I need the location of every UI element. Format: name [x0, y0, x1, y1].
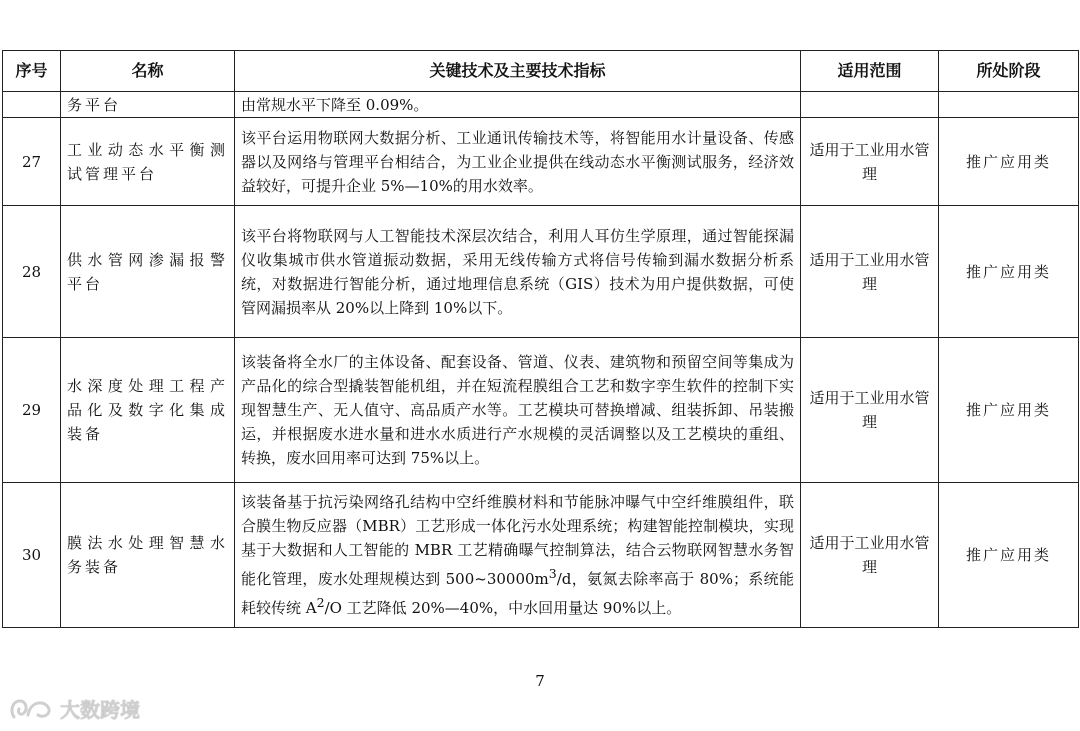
cell-scope: 适用于工业用水管理 — [801, 206, 939, 338]
cell-scope: 适用于工业用水管理 — [801, 118, 939, 206]
cell-no: 30 — [3, 483, 61, 628]
superscript: 3 — [548, 566, 557, 581]
cell-stage: 推广应用类 — [939, 483, 1079, 628]
cell-tech: 由常规水平下降至 0.09%。 — [235, 92, 801, 118]
cell-scope: 适用于工业用水管理 — [801, 483, 939, 628]
cell-scope — [801, 92, 939, 118]
cell-no — [3, 92, 61, 118]
cell-stage: 推广应用类 — [939, 338, 1079, 483]
cell-stage: 推广应用类 — [939, 206, 1079, 338]
table-header-row — [3, 51, 1079, 92]
superscript: 2 — [316, 595, 325, 610]
tech-text-part: 该装备基于抗污染网络孔结构中空纤维膜材料和节能脉冲曝气中空纤维膜组件，联合膜生物反应器（MBR）工艺形成一体化污水处理系统；构建智能控制模块，实现基于大数据和人工智能的 MBR 工艺精确曝气控制算法，结合云物联网智慧水务智能化管理，废水处理规模达到 500~30000m — [241, 493, 794, 588]
cell-name: 水深度处理工程产品化及数字化集成装备 — [61, 338, 235, 483]
header-name: 名称 — [61, 51, 235, 92]
cell-stage — [939, 92, 1079, 118]
cell-tech: 该平台运用物联网大数据分析、工业通讯传输技术等，将智能用水计量设备、传感器以及网络与管理平台相结合，为工业企业提供在线动态水平衡测试服务，经济效益较好，可提升企业 5%—10%的用水效率。 — [235, 118, 801, 206]
cell-name: 膜法水处理智慧水务装备 — [61, 483, 235, 628]
cell-tech: 该装备将全水厂的主体设备、配套设备、管道、仪表、建筑物和预留空间等集成为产品化的综合型撬装智能机组，并在短流程膜组合工艺和数字孪生软件的控制下实现智慧生产、无人值守、高品质产水等。工艺模块可替换增减、组装拆卸、吊装搬运，并根据废水进水量和进水水质进行产水规模的灵活调整以及工艺模块的重组、转换，废水回用率可达到 75%以上。 — [235, 338, 801, 483]
cell-name: 工业动态水平衡测试管理平台 — [61, 118, 235, 206]
table-row-continued — [3, 92, 1079, 118]
cell-scope: 适用于工业用水管理 — [801, 338, 939, 483]
cell-name: 务平台 — [61, 92, 235, 118]
header-stage: 所处阶段 — [939, 51, 1079, 92]
cell-no: 27 — [3, 118, 61, 206]
tech-text-part: /d，氨氮去除率高于 80%；系统能耗较传统 A — [241, 570, 794, 617]
cell-no: 28 — [3, 206, 61, 338]
header-no: 序号 — [3, 51, 61, 92]
cell-stage: 推广应用类 — [939, 118, 1079, 206]
tech-text-part: /O 工艺降低 20%—40%，中水回用量达 90%以上。 — [324, 599, 682, 617]
watermark — [8, 694, 140, 723]
cell-no: 29 — [3, 338, 61, 483]
cell-tech — [235, 483, 801, 628]
table-row — [3, 206, 1079, 338]
technology-table — [2, 50, 1079, 628]
brand-logo-icon — [8, 695, 54, 723]
cell-name: 供水管网渗漏报警平台 — [61, 206, 235, 338]
table-row — [3, 118, 1079, 206]
table-row — [3, 483, 1079, 628]
header-scope: 适用范围 — [801, 51, 939, 92]
table-row — [3, 338, 1079, 483]
header-tech: 关键技术及主要技术指标 — [235, 51, 801, 92]
cell-tech: 该平台将物联网与人工智能技术深层次结合，利用人耳仿生学原理，通过智能探漏仪收集城市供水管道振动数据，采用无线传输方式将信号传输到漏水数据分析系统，对数据进行智能分析，通过地理信息系统（GIS）技术为用户提供数据，可使管网漏损率从 20%以上降到 10%以下。 — [235, 206, 801, 338]
page-number: 7 — [535, 672, 545, 690]
watermark-text: 大数跨境 — [60, 698, 140, 722]
